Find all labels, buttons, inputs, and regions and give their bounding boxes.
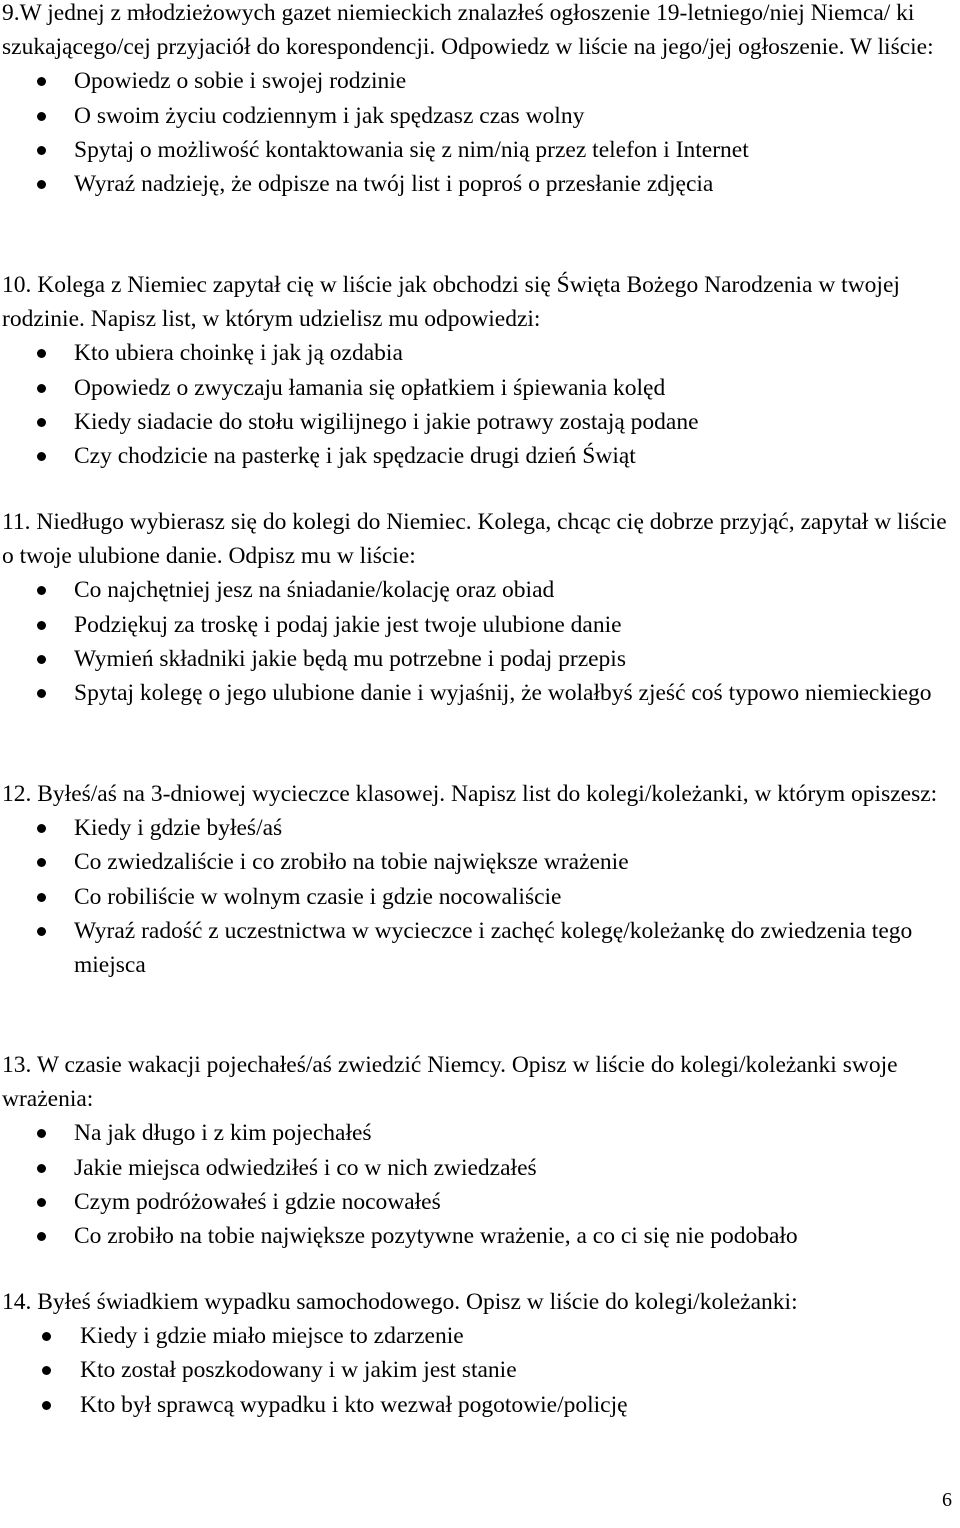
list-item: [2, 405, 958, 439]
list-item-text: Czy chodzicie na pasterkę i jak spędzacie drugi dzień Świąt: [74, 443, 636, 470]
list-item-text: Opowiedz o zwyczaju łamania się opłatkiem i śpiewania kolęd: [74, 374, 666, 401]
list-item: [2, 1388, 958, 1422]
list-item-text: Opowiedz o sobie i swojej rodzinie: [74, 68, 407, 95]
page-number: 6: [942, 1489, 952, 1511]
list-item-text: Kiedy i gdzie miało miejsce to zdarzenie: [80, 1323, 464, 1350]
list-item-text: Spytaj kolegę o jego ulubione danie i wyjaśnij, że wolałbyś zjeść coś typowo niemieckiego: [74, 680, 932, 707]
bullet-icon: [37, 927, 46, 936]
task-12: [2, 777, 958, 982]
task-10-list: [2, 336, 958, 473]
task-11-list: [2, 573, 958, 710]
list-item: [2, 811, 958, 845]
list-item-text: Kto ubiera choinkę i jak ją ozdabia: [74, 340, 403, 367]
task-11: [2, 505, 958, 710]
bullet-icon: [37, 586, 46, 595]
bullet-icon: [37, 452, 46, 461]
bullet-icon: [37, 349, 46, 358]
list-item: [2, 371, 958, 405]
list-item: [2, 99, 958, 133]
list-item: [2, 1185, 958, 1219]
list-item: [2, 1151, 958, 1185]
task-9-intro: 9.W jednej z młodzieżowych gazet niemieckich znalazłeś ogłoszenie 19-letniego/niej Niemca/ ki szukającego/cej przyjaciół do korespondencji. Odpowiedz w liście na jego/jej ogłoszenie. W liście:: [2, 0, 934, 61]
list-item: [2, 1116, 958, 1150]
list-item: [2, 573, 958, 607]
task-9: [2, 0, 958, 201]
list-item: [2, 880, 958, 914]
task-12-intro: 12. Byłeś/aś na 3-dniowej wycieczce klasowej. Napisz list do kolegi/koleżanki, w którym opiszesz:: [2, 781, 938, 807]
list-item: [2, 133, 958, 167]
list-item: [2, 914, 958, 982]
list-item-text: Wyraź nadzieję, że odpisze na twój list i poproś o przesłanie zdjęcia: [74, 171, 714, 198]
list-item: [2, 439, 958, 473]
list-item-text: Kto był sprawcą wypadku i kto wezwał pogotowie/policję: [80, 1391, 628, 1418]
task-13-intro: 13. W czasie wakacji pojechałeś/aś zwiedzić Niemcy. Opisz w liście do kolegi/koleżanki swoje wrażenia:: [2, 1052, 898, 1113]
list-item: [2, 676, 958, 710]
bullet-icon: [37, 621, 46, 630]
bullet-icon: [37, 1232, 46, 1241]
bullet-icon: [37, 384, 46, 393]
list-item: [2, 336, 958, 370]
list-item-text: Kiedy i gdzie byłeś/aś: [74, 815, 283, 842]
bullet-icon: [37, 1164, 46, 1173]
task-9-list: [2, 64, 958, 201]
bullet-icon: [37, 655, 46, 664]
bullet-icon: [37, 1129, 46, 1138]
list-item: [2, 1319, 958, 1353]
list-item: [2, 64, 958, 98]
list-item: [2, 845, 958, 879]
list-item-text: Co najchętniej jesz na śniadanie/kolację oraz obiad: [74, 577, 555, 604]
list-item-text: O swoim życiu codziennym i jak spędzasz czas wolny: [74, 102, 585, 129]
task-14-list: [2, 1319, 958, 1422]
bullet-icon: [37, 146, 46, 155]
bullet-icon: [42, 1366, 51, 1375]
bullet-icon: [37, 893, 46, 902]
list-item-text: Czym podróżowałeś i gdzie nocowałeś: [74, 1188, 441, 1215]
task-14: [2, 1285, 958, 1422]
list-item-text: Co zrobiło na tobie największe pozytywne wrażenie, a co ci się nie podobało: [74, 1223, 798, 1250]
list-item-text: Wymień składniki jakie będą mu potrzebne i podaj przepis: [74, 645, 626, 672]
bullet-icon: [37, 112, 46, 121]
bullet-icon: [37, 689, 46, 698]
list-item: [2, 167, 958, 201]
bullet-icon: [37, 180, 46, 189]
list-item-text: Na jak długo i z kim pojechałeś: [74, 1120, 372, 1147]
bullet-icon: [37, 824, 46, 833]
list-item: [2, 1353, 958, 1387]
task-11-intro: 11. Niedługo wybierasz się do kolegi do Niemiec. Kolega, chcąc cię dobrze przyjąć, zapytał w liście o twoje ulubione danie. Odpisz mu w liście:: [2, 509, 947, 570]
list-item-text: Spytaj o możliwość kontaktowania się z nim/nią przez telefon i Internet: [74, 136, 749, 163]
bullet-icon: [37, 858, 46, 867]
list-item-text: Jakie miejsca odwiedziłeś i co w nich zwiedzałeś: [74, 1154, 537, 1181]
task-13-list: [2, 1116, 958, 1253]
task-14-intro: 14. Byłeś świadkiem wypadku samochodowego. Opisz w liście do kolegi/koleżanki:: [2, 1289, 798, 1315]
list-item-text: Kiedy siadacie do stołu wigilijnego i jakie potrawy zostają podane: [74, 408, 699, 435]
bullet-icon: [37, 418, 46, 427]
list-item: [2, 642, 958, 676]
list-item-text: Co robiliście w wolnym czasie i gdzie nocowaliście: [74, 883, 562, 910]
bullet-icon: [37, 77, 46, 86]
list-item: [2, 608, 958, 642]
bullet-icon: [37, 1198, 46, 1207]
list-item-text: Podziękuj za troskę i podaj jakie jest twoje ulubione danie: [74, 611, 622, 638]
list-item-text: Wyraź radość z uczestnictwa w wycieczce i zachęć kolegę/koleżankę do zwiedzenia tego miejsca: [74, 917, 913, 979]
task-12-list: [2, 811, 958, 982]
task-13: [2, 1048, 958, 1253]
bullet-icon: [42, 1332, 51, 1341]
task-10-intro: 10. Kolega z Niemiec zapytał cię w liście jak obchodzi się Święta Bożego Narodzenia w twojej rodzinie. Napisz list, w którym udzielisz mu odpowiedzi:: [2, 272, 900, 333]
task-10: [2, 268, 958, 473]
list-item-text: Co zwiedzaliście i co zrobiło na tobie największe wrażenie: [74, 849, 629, 876]
list-item-text: Kto został poszkodowany i w jakim jest stanie: [80, 1357, 517, 1384]
list-item: [2, 1219, 958, 1253]
bullet-icon: [42, 1401, 51, 1410]
